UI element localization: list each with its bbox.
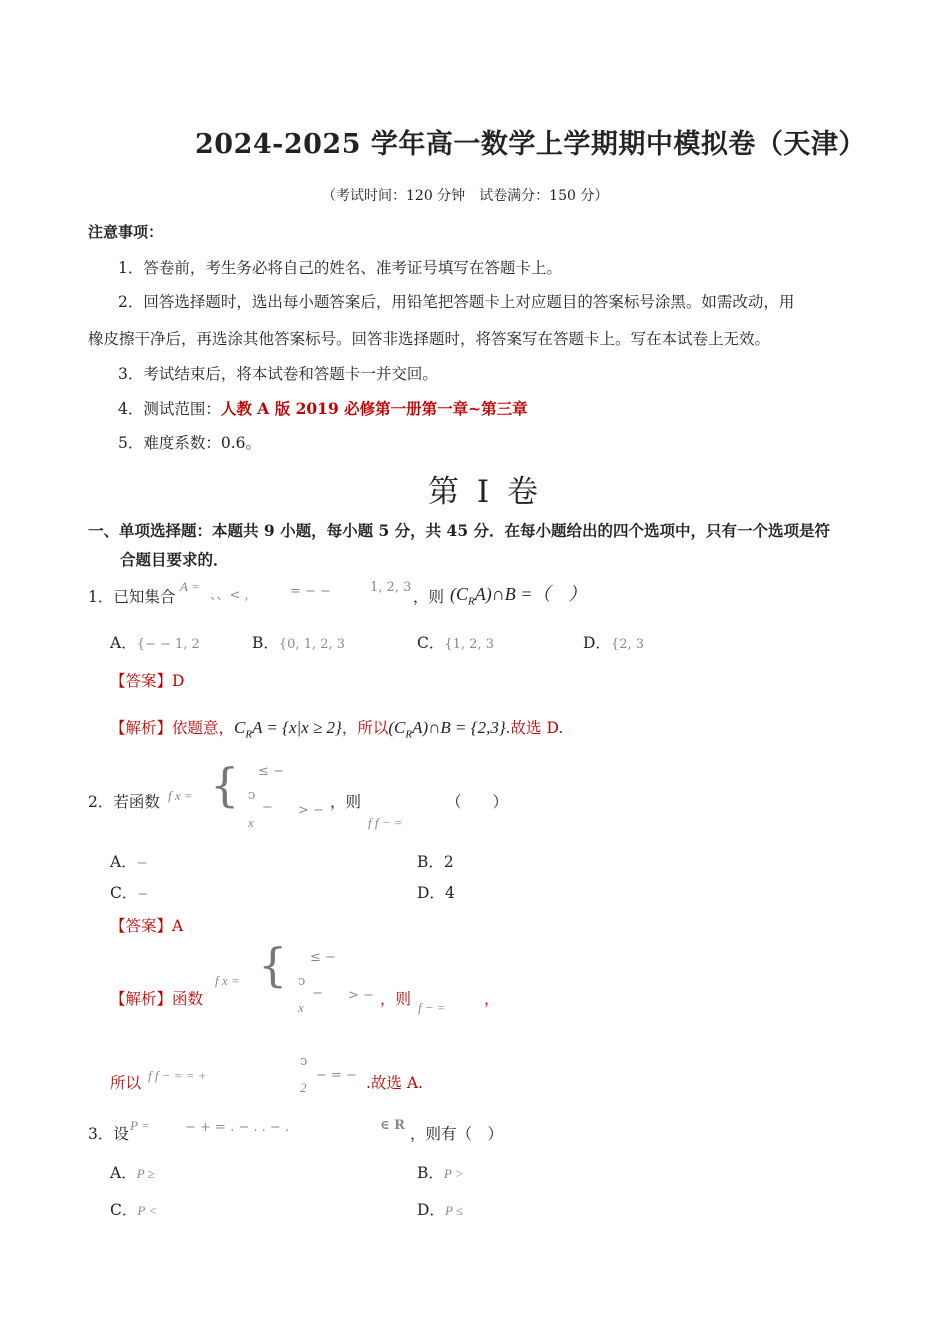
q1-analysis-sub2: R (405, 728, 413, 741)
q2-option-a-value: − (136, 856, 148, 871)
q2-option-b (417, 850, 454, 872)
q2-option-d-value: 4 (444, 884, 455, 902)
q1-analysis (110, 716, 563, 740)
q2-analysis-case-2b: − (312, 986, 323, 1001)
q2-analysis-case-1: ≤ − (310, 950, 336, 965)
q1-set-b: 1, 2, 3 (370, 580, 412, 595)
q2-case-2: ↄ (248, 788, 256, 803)
q3-suffix: ，则有（ ） (410, 1125, 504, 1143)
q2-case-2b: − (262, 800, 273, 815)
q3-p-expr: P = (130, 1118, 150, 1133)
q3-option-b (417, 1161, 464, 1183)
q2-option-b-value: 2 (443, 853, 454, 871)
test-scope: 人教 A 版 2019 必修第一册第一章~第三章 (220, 399, 528, 418)
q1-fragment-2: = − − (290, 584, 331, 599)
q3-option-b-value: P > (443, 1166, 464, 1181)
q2-case-3b: > − (298, 803, 324, 818)
q1-analysis-label: 【解析】依题意， (110, 719, 235, 737)
note-item-4 (118, 397, 528, 419)
q1-analysis-sub: R (245, 728, 253, 741)
q1-expr-part-1: (C (450, 584, 468, 604)
q2-prefix: 2．若函数 (88, 793, 160, 811)
note-item-4-label: 4．测试范围： (118, 400, 221, 418)
q2-so: 所以 (110, 1074, 142, 1092)
q3-option-d-label: D． (417, 1201, 445, 1219)
q2-option-b-label: B． (417, 853, 444, 871)
q1-analysis-expr-1 (234, 718, 342, 741)
q2-fx: f x = (168, 788, 193, 803)
part-heading-line-2: 合题目要求的． (120, 550, 229, 569)
q2-brace-icon: { (210, 758, 240, 812)
q1-fragment-1: 、、< , (210, 588, 249, 603)
section-title: 第 I 卷 (428, 474, 542, 510)
q2-analysis-case-3: x (298, 1000, 304, 1015)
q2-so-frac-top: ↄ (300, 1054, 308, 1069)
note-item-1: 1．答卷前，考生务必将自己的姓名、准考证号填写在答题卡上。 (118, 259, 562, 277)
q3-option-d-value: P ≤ (444, 1203, 464, 1218)
q3-prefix: 3．设 (88, 1125, 129, 1143)
q1-analysis-c2: (C (388, 718, 406, 737)
q1-option-b (252, 631, 345, 653)
q1-option-a-value: {− − 1, 2 (136, 637, 200, 652)
q1-option-a-label: A． (110, 634, 137, 652)
q2-analysis-comma: ， (484, 990, 500, 1008)
q1-expression (450, 580, 586, 608)
q1-option-d-value: {2, 3 (610, 637, 645, 652)
q3-option-d (417, 1198, 463, 1220)
q1-analysis-result: A)∩B = {2,3} (412, 718, 506, 737)
q3-option-a (110, 1161, 155, 1183)
q2-ff: f f − = (368, 815, 403, 830)
q2-so-frac-bottom: 2 (300, 1080, 307, 1095)
q3-fragment: − + = . − . . − . (185, 1120, 290, 1135)
part-heading-line-1: 一、单项选择题：本题共 9 小题，每小题 5 分，共 45 分．在每小题给出的四个选项中，只有一个选项是符 (88, 521, 831, 540)
q1-analysis-set: A = {x|x ≥ 2} (252, 718, 342, 737)
q1-analysis-end: .故选 D. (505, 719, 564, 737)
q1-analysis-expr-2 (388, 718, 506, 741)
q3-option-c-label: C． (110, 1201, 138, 1219)
q1-expr-part-2: A)∩B =（ ） (474, 584, 587, 604)
q1-analysis-c: C (234, 718, 246, 737)
note-item-2-line-2: 橡皮擦干净后，再选涂其他答案标号。回答非选择题时，将答案写在答题卡上。写在本试卷上无效。 (88, 330, 771, 348)
q2-option-c (110, 881, 148, 903)
note-item-5: 5．难度系数：0.6。 (118, 434, 262, 452)
q2-so-end: .故选 A. (366, 1074, 423, 1092)
q2-case-3: x (248, 815, 254, 830)
q1-option-c-value: {1, 2, 3 (444, 637, 494, 652)
q2-analysis-then: ，则 (380, 990, 412, 1008)
q2-so-expr: f f − = = + (148, 1068, 207, 1083)
q1-option-b-label: B． (252, 634, 279, 652)
q1-expr-sub: R (468, 595, 475, 608)
q2-analysis-fx: f x = (215, 973, 240, 988)
question-1 (88, 585, 175, 607)
q3-option-a-value: P ≥ (136, 1166, 155, 1181)
q2-analysis-case-3b: > − (348, 988, 374, 1003)
q2-analysis-brace-icon: { (258, 938, 288, 992)
q2-paren: （ ） (446, 793, 509, 811)
q2-answer: 【答案】A (110, 917, 184, 935)
q2-analysis-label: 【解析】函数 (110, 990, 204, 1008)
q2-option-c-value: − (137, 887, 149, 902)
q1-option-a (110, 631, 200, 653)
q2-option-c-label: C． (110, 884, 138, 902)
q3-option-c-value: P < (137, 1203, 158, 1218)
q2-analysis-case-2: ↄ (298, 974, 306, 989)
q1-analysis-mid: ，所以 (341, 719, 389, 737)
q1-option-d-label: D． (583, 634, 611, 652)
note-item-3: 3．考试结束后，将本试卷和答题卡一并交回。 (118, 365, 438, 383)
q2-analysis-f: f − = (418, 1000, 446, 1015)
note-item-2-line-1: 2．回答选择题时，选出每小题答案后，用铅笔把答题卡上对应题目的答案标号涂黑。如需改动，用 (118, 293, 795, 311)
q1-option-d (583, 631, 644, 653)
q3-option-a-label: A． (110, 1164, 137, 1182)
q2-so-tail: − = − (316, 1068, 357, 1083)
q1-option-c (417, 631, 494, 653)
q1-prefix: 1．已知集合 (88, 588, 176, 606)
notes-heading: 注意事项： (88, 223, 164, 241)
q2-option-d-label: D． (417, 884, 445, 902)
q1-answer: 【答案】D (110, 672, 185, 690)
exam-subtitle: （考试时间：120 分钟 试卷满分：150 分） (322, 188, 609, 204)
q1-set-a: A = (180, 579, 200, 594)
q2-case-1: ≤ − (258, 764, 284, 779)
q1-option-b-value: {0, 1, 2, 3 (278, 637, 346, 652)
q3-option-b-label: B． (417, 1164, 444, 1182)
q2-option-d (417, 881, 455, 903)
exam-title: 2024-2025 学年高一数学上学期期中模拟卷（天津） (195, 129, 866, 160)
q1-option-c-label: C． (417, 634, 445, 652)
q3-in-r: ∈ R (380, 1118, 405, 1133)
q3-option-c (110, 1198, 157, 1220)
q2-option-a (110, 850, 148, 872)
q1-mid: ，则 (413, 588, 445, 606)
q2-option-a-label: A． (110, 853, 137, 871)
q2-mid: ，则 (330, 793, 362, 811)
